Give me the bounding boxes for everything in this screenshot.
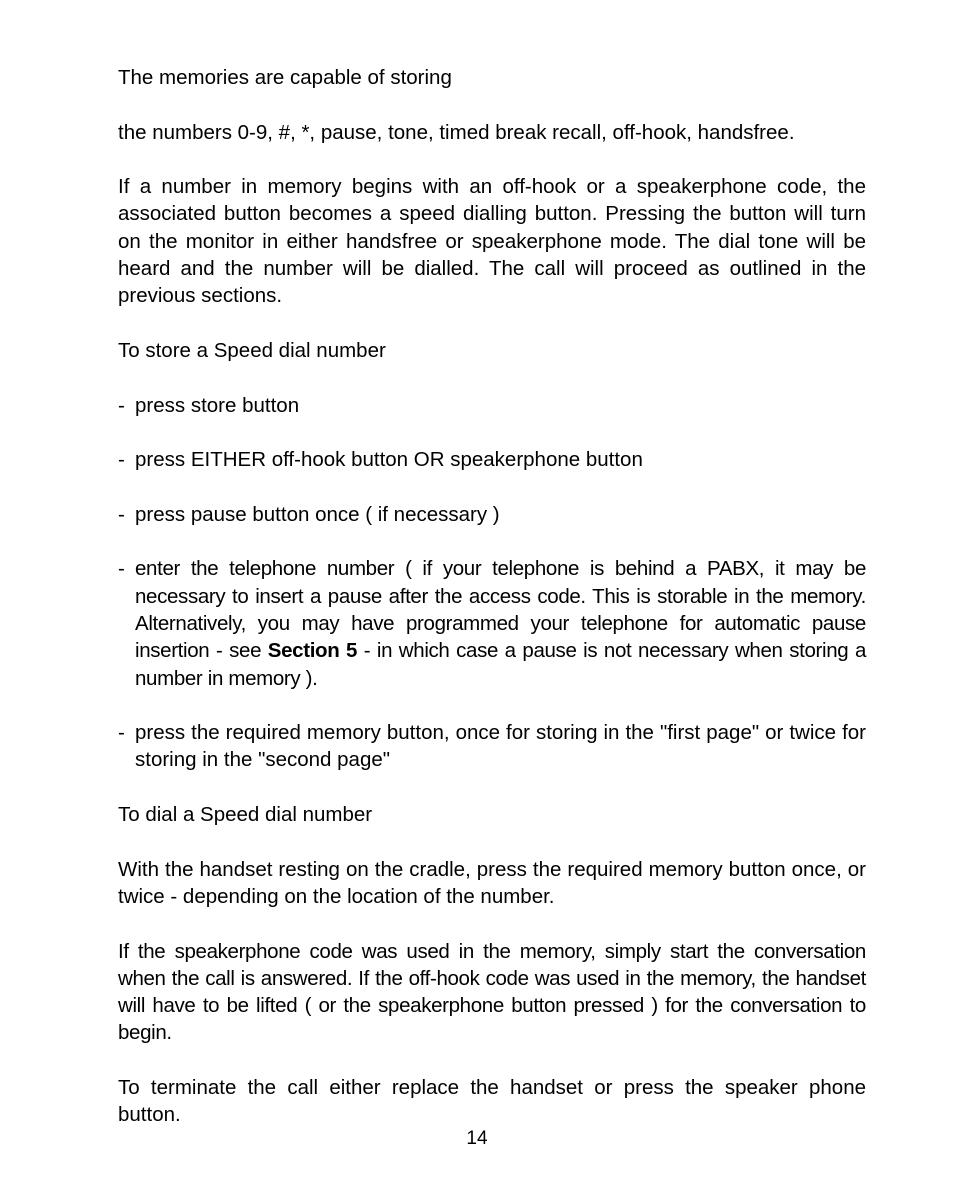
step-text: press the required memory button, once for storing in the "first page" or twice for storing in the "second page" [135, 721, 866, 772]
memory-capacity-intro: The memories are capable of storing [118, 66, 452, 89]
dial-heading: To dial a Speed dial number [118, 803, 373, 827]
step-dash: - [118, 721, 125, 745]
speed-dial-explanation: If a number in memory begins with an off-hook or a speakerphone code, the associated button becomes a speed dialling button. Pressing the button will turn on the monitor in either handsfree or speakerphone mode. The dial tone will be heard and the number will be dialled. The call will proceed as outlined in the previous sections. [118, 175, 866, 308]
step-dash: - [118, 557, 125, 581]
step-dash: - [118, 393, 125, 417]
step-dash: - [118, 502, 125, 526]
section-reference: Section 5 [267, 639, 358, 663]
step-text: press store button [135, 393, 300, 417]
step-dash: - [118, 448, 125, 472]
storable-characters: the numbers 0-9, #, *, pause, tone, timed break recall, off-hook, handsfree. [118, 120, 795, 144]
store-heading: To store a Speed dial number [118, 338, 386, 362]
step-text: press pause button once ( if necessary ) [135, 502, 500, 526]
step-text [135, 555, 866, 691]
store-step-4 [118, 555, 866, 691]
dial-instructions: With the handset resting on the cradle, press the required memory button once, or twice - depending on the location of the number. [118, 857, 866, 908]
terminate-instructions: To terminate the call either replace the handset or press the speaker phone button. [118, 1075, 866, 1127]
page-number: 14 [466, 1128, 488, 1149]
store-step-1 [118, 392, 866, 419]
store-step-3 [118, 501, 866, 528]
step-text-end: - in which case a pause is not necessary when storing a number in memory ). [135, 639, 867, 690]
store-step-5 [118, 719, 866, 774]
manual-page-body [118, 64, 866, 1156]
conversation-instructions: If the speakerphone code was used in the memory, simply start the conversation when the call is answered. If the off-hook code was used in the memory, the handset will have to be lifted ( or the speakerphone button pressed ) for the conversation to begin. [118, 939, 866, 1045]
step-text-start: enter the telephone number ( if your telephone is behind a PABX, it may be necessary to insert a pause after the access code. This is storable in the memory. Alternatively, you may have programmed your telephone for automatic pause insertion - see [135, 557, 866, 663]
step-text: press EITHER off-hook button OR speakerphone button [135, 448, 643, 472]
store-step-2 [118, 446, 866, 473]
